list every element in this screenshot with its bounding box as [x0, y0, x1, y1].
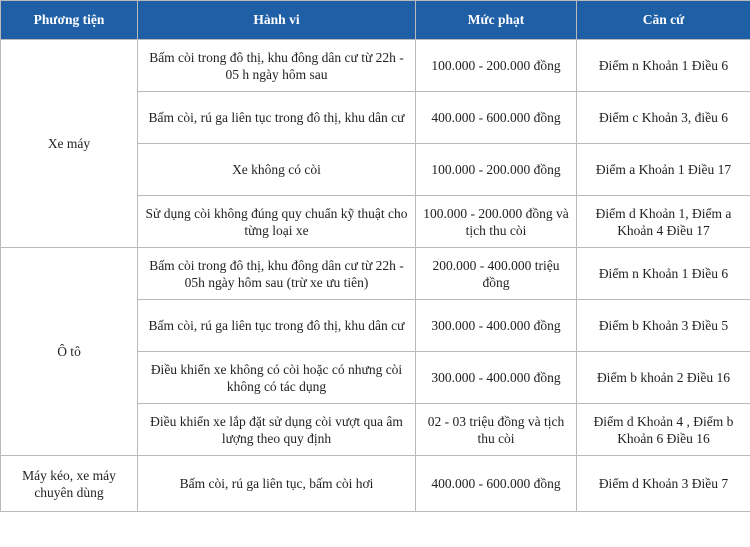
behavior-cell: Điều khiển xe lắp đặt sử dụng còi vượt qua âm lượng theo quy định — [138, 404, 416, 456]
table-row — [1, 248, 750, 300]
behavior-cell: Sử dụng còi không đúng quy chuẩn kỹ thuật cho từng loại xe — [138, 196, 416, 248]
fine-cell: 02 - 03 triệu đồng và tịch thu còi — [416, 404, 577, 456]
basis-cell: Điểm a Khoản 1 Điều 17 — [577, 144, 750, 196]
fine-cell: 300.000 - 400.000 đồng — [416, 300, 577, 352]
basis-cell: Điểm n Khoản 1 Điều 6 — [577, 40, 750, 92]
basis-cell: Điểm c Khoản 3, điều 6 — [577, 92, 750, 144]
vehicle-cell-motorbike: Xe máy — [1, 40, 138, 248]
header-vehicle: Phương tiện — [1, 1, 138, 40]
fine-cell: 100.000 - 200.000 đồng — [416, 40, 577, 92]
behavior-cell: Điều khiển xe không có còi hoặc có nhưng còi không có tác dụng — [138, 352, 416, 404]
basis-cell: Điểm b khoản 2 Điều 16 — [577, 352, 750, 404]
basis-cell: Điểm d Khoản 4 , Điểm b Khoản 6 Điều 16 — [577, 404, 750, 456]
header-fine: Mức phạt — [416, 1, 577, 40]
fine-cell: 100.000 - 200.000 đồng — [416, 144, 577, 196]
fine-cell: 200.000 - 400.000 triệu đồng — [416, 248, 577, 300]
basis-cell: Điểm n Khoản 1 Điều 6 — [577, 248, 750, 300]
behavior-cell: Bấm còi trong đô thị, khu đông dân cư từ 22h - 05 h ngày hôm sau — [138, 40, 416, 92]
header-basis: Căn cứ — [577, 1, 750, 40]
basis-cell: Điểm d Khoản 3 Điều 7 — [577, 456, 750, 512]
behavior-cell: Bấm còi trong đô thị, khu đông dân cư từ 22h - 05h ngày hôm sau (trừ xe ưu tiên) — [138, 248, 416, 300]
behavior-cell: Bấm còi, rú ga liên tục, bấm còi hơi — [138, 456, 416, 512]
fine-cell: 400.000 - 600.000 đồng — [416, 92, 577, 144]
behavior-cell: Bấm còi, rú ga liên tục trong đô thị, khu dân cư — [138, 300, 416, 352]
basis-cell: Điểm b Khoản 3 Điều 5 — [577, 300, 750, 352]
table-row — [1, 456, 750, 512]
fine-cell: 400.000 - 600.000 đồng — [416, 456, 577, 512]
fine-cell: 100.000 - 200.000 đồng và tịch thu còi — [416, 196, 577, 248]
basis-cell: Điểm d Khoản 1, Điểm a Khoản 4 Điều 17 — [577, 196, 750, 248]
vehicle-cell-car: Ô tô — [1, 248, 138, 456]
header-behavior: Hành vi — [138, 1, 416, 40]
table-row — [1, 40, 750, 92]
fine-cell: 300.000 - 400.000 đồng — [416, 352, 577, 404]
behavior-cell: Bấm còi, rú ga liên tục trong đô thị, khu dân cư — [138, 92, 416, 144]
vehicle-cell-tractor: Máy kéo, xe máy chuyên dùng — [1, 456, 138, 512]
behavior-cell: Xe không có còi — [138, 144, 416, 196]
header-row — [1, 1, 750, 40]
